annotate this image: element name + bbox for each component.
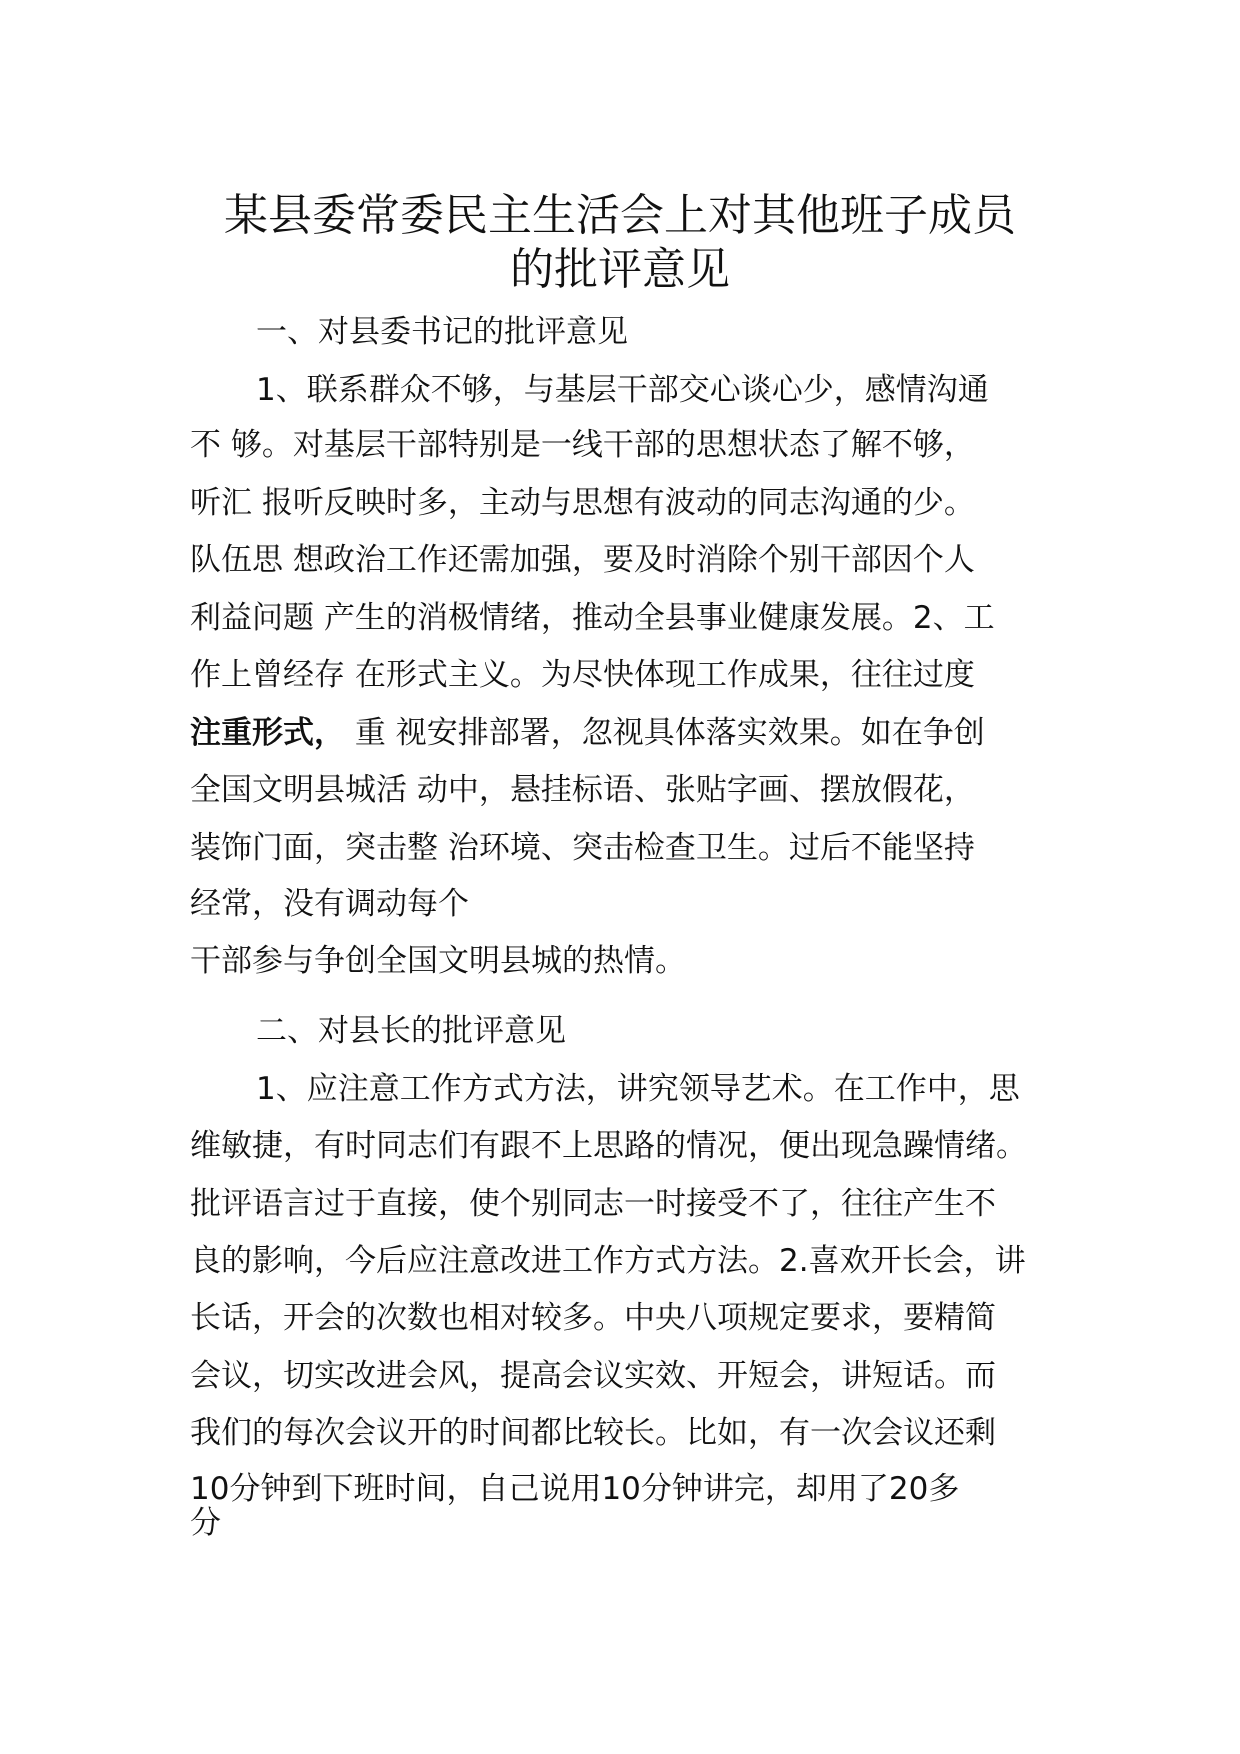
- paragraph-line: 长话，开会的次数也相对较多。中央八项规定要求，要精简: [190, 1300, 996, 1336]
- paragraph-line: 10分钟到下班时间，自己说用10分钟讲完，却用了20多: [190, 1471, 960, 1507]
- paragraph-line: 分: [190, 1505, 221, 1541]
- paragraph-line: [190, 713, 985, 753]
- paragraph-line: 会议，切实改进会风，提高会议实效、开短会，讲短话。而: [190, 1358, 996, 1394]
- paragraph-line: 经常，没有调动每个: [190, 886, 469, 922]
- paragraph-line: 不 够。对基层干部特别是一线干部的思想状态了解不够，: [190, 427, 975, 463]
- paragraph-line: 听汇 报听反映时多，主动与思想有波动的同志沟通的少。: [190, 485, 975, 521]
- paragraph-line: 作上曾经存 在形式主义。为尽快体现工作成果，往往过度: [190, 657, 975, 693]
- paragraph-line: 维敏捷，有时同志们有跟不上思路的情况，便出现急躁情绪。: [190, 1128, 1027, 1164]
- paragraph-line: 我们的每次会议开的时间都比较长。比如，有一次会议还剩: [190, 1415, 996, 1451]
- paragraph-line: 1、应注意工作方式方法，讲究领导艺术。在工作中，思: [256, 1071, 1020, 1107]
- text-run: 重 视安排部署，忽视具体落实效果。如在争创: [345, 715, 985, 751]
- paragraph-line: 利益问题 产生的消极情绪，推动全县事业健康发展。2、工: [190, 600, 995, 636]
- paragraph-line: 全国文明县城活 动中，悬挂标语、张贴字画、摆放假花，: [190, 772, 975, 808]
- paragraph-line: 装饰门面，突击整 治环境、突击检查卫生。过后不能坚持: [190, 830, 975, 866]
- section-heading-party-secretary: 一、对县委书记的批评意见: [256, 314, 628, 350]
- section-heading-county-head: 二、对县长的批评意见: [256, 1013, 566, 1049]
- paragraph-line: 1、联系群众不够，与基层干部交心谈心少，感情沟通: [256, 372, 989, 408]
- paragraph-line: 队伍思 想政治工作还需加强，要及时消除个别干部因个人: [190, 542, 975, 578]
- bold-text-run: 注重形式，: [190, 715, 345, 751]
- document-title-line-1: 某县委常委民主生活会上对其他班子成员: [224, 190, 1016, 241]
- paragraph-line: 良的影响，今后应注意改进工作方式方法。2.喜欢开长会，讲: [190, 1243, 1026, 1279]
- paragraph-line: 干部参与争创全国文明县城的热情。: [190, 943, 686, 979]
- paragraph-line: 批评语言过于直接，使个别同志一时接受不了，往往产生不: [190, 1186, 996, 1222]
- document-title-line-2: 的批评意见: [510, 244, 730, 295]
